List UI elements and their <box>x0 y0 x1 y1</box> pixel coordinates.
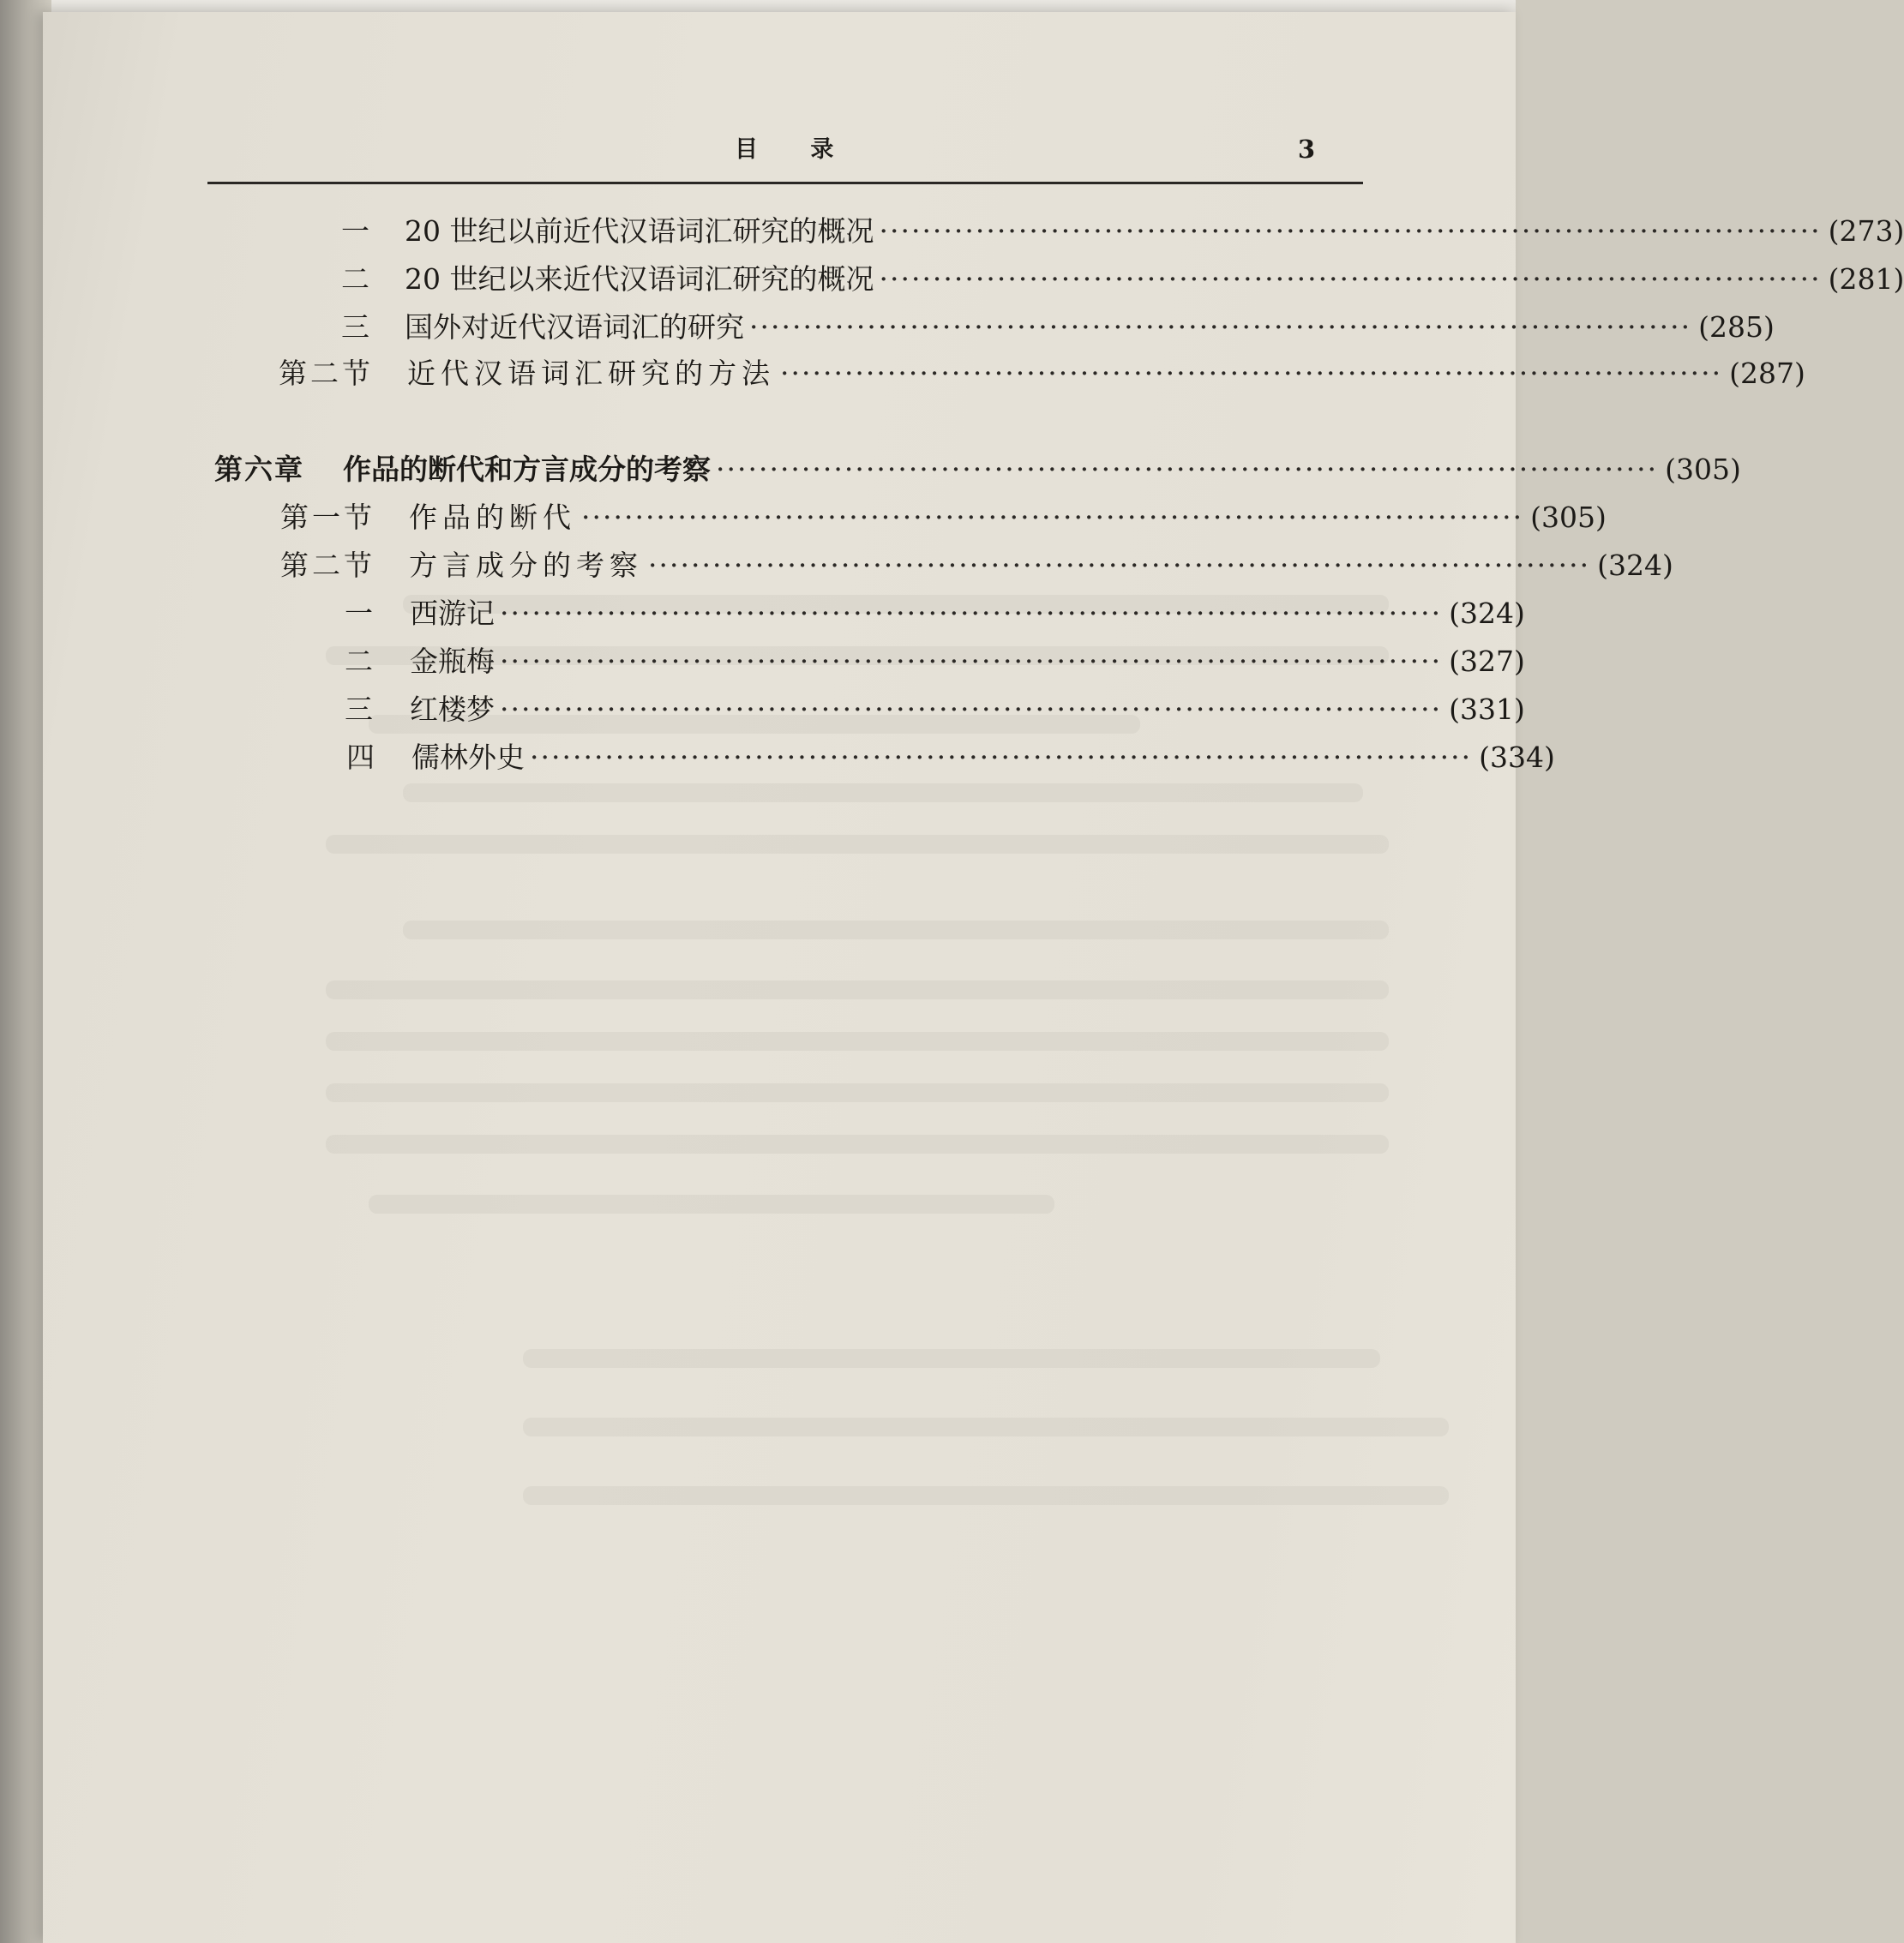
toc-entry-title: 20 世纪以前近代汉语词汇研究的概况 <box>405 214 874 248</box>
toc-entry <box>345 643 1525 681</box>
toc-entry-number: 第六章 <box>214 453 304 486</box>
toc-leader-dots: ························································································ <box>749 310 1692 344</box>
toc-entry-title: 儒林外史 <box>411 741 525 774</box>
toc-leader-dots: ························································································ <box>500 693 1443 726</box>
toc-entry-page: (305) <box>1530 501 1607 534</box>
toc-entry-chapter <box>214 451 1741 489</box>
toc-entry <box>341 261 1904 298</box>
toc-entry-number: 三 <box>345 693 373 726</box>
toc-entry <box>346 739 1555 777</box>
toc-entry-page: (281) <box>1828 262 1904 296</box>
header-title: 目 录 <box>735 136 856 163</box>
toc-leader-dots: ························································································ <box>879 214 1822 248</box>
toc-leader-dots: ························································································ <box>500 597 1443 630</box>
toc-leader-dots: ························································································ <box>780 357 1723 390</box>
toc-entry-title: 作品的断代和方言成分的考察 <box>343 453 711 486</box>
toc-entry-number: 第二节 <box>280 549 375 582</box>
toc-entry-page: (327) <box>1449 645 1525 678</box>
page-number: 3 <box>1297 135 1315 164</box>
toc-leader-dots: ························································································ <box>716 453 1659 486</box>
toc-entry-number: 四 <box>346 741 375 774</box>
toc-leader-dots: ························································································ <box>530 741 1473 774</box>
toc-entry-title: 红楼梦 <box>410 693 495 726</box>
toc-entry-number: 一 <box>341 214 369 248</box>
toc-leader-dots: ························································································ <box>581 501 1524 534</box>
toc-entry <box>280 499 1607 537</box>
toc-leader-dots: ························································································ <box>648 549 1591 582</box>
toc-entry-page: (334) <box>1479 741 1555 774</box>
toc-entry-number: 第二节 <box>279 357 374 390</box>
toc-entry-title: 20 世纪以来近代汉语词汇研究的概况 <box>405 262 874 296</box>
toc-entry-number: 二 <box>345 645 373 678</box>
toc-entry-page: (324) <box>1597 549 1673 582</box>
toc-entry-page: (305) <box>1665 453 1741 486</box>
toc-entry <box>280 547 1673 585</box>
toc-entry-page: (331) <box>1449 693 1525 726</box>
toc-entry-page: (273) <box>1828 214 1904 248</box>
toc-entry-page: (324) <box>1449 597 1525 630</box>
toc-entry <box>341 213 1904 250</box>
toc-entry-page: (287) <box>1729 357 1805 390</box>
toc-entry-title: 国外对近代汉语词汇的研究 <box>405 310 744 344</box>
toc-entry-number: 一 <box>345 597 373 630</box>
toc-entry <box>279 355 1805 393</box>
toc-leader-dots: ························································································ <box>500 645 1443 678</box>
toc-entry-title: 近代汉语词汇研究的方法 <box>407 357 775 390</box>
toc-entry-title: 金瓶梅 <box>410 645 495 678</box>
toc-entry <box>345 691 1525 729</box>
toc-entry-number: 三 <box>341 310 369 344</box>
toc-entry-title: 作品的断代 <box>409 501 576 534</box>
toc-entry-title: 西游记 <box>410 597 495 630</box>
toc-entry-page: (285) <box>1698 310 1775 344</box>
toc-entry <box>345 595 1525 633</box>
toc-entry-number: 第一节 <box>280 501 375 534</box>
toc-entry-title: 方言成分的考察 <box>409 549 643 582</box>
toc-entry-number: 二 <box>341 262 369 296</box>
toc-leader-dots: ························································································ <box>879 262 1822 296</box>
toc-entry <box>341 309 1775 346</box>
